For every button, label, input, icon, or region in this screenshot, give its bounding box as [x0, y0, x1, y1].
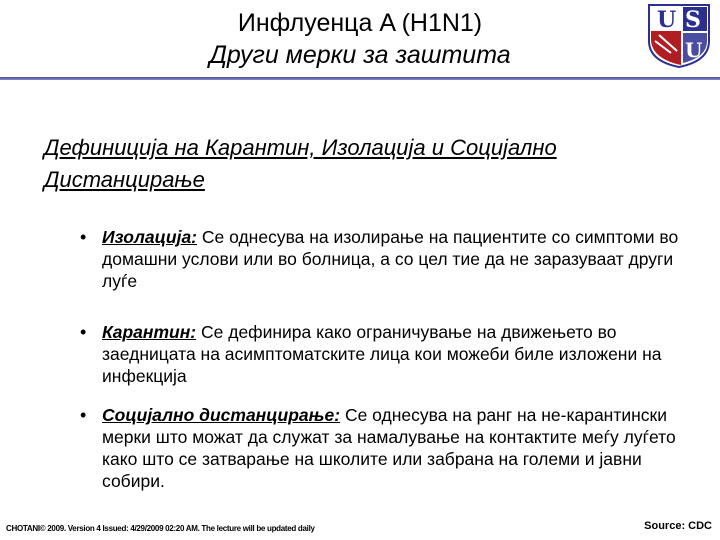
svg-text:U: U — [657, 7, 677, 33]
svg-text:S: S — [685, 7, 701, 33]
bullet-description: Се дефинира како ограничување на движењето во заедницата на асимптоматските лица кои можеби биле изложени на инфекција — [102, 322, 662, 386]
slide-subtitle: Други мерки за заштита — [209, 41, 511, 69]
slide-title: Инфлуенца A (H1N1) — [237, 9, 483, 37]
footer-copyright: CHOTANI© 2009. Version 4 Issued: 4/29/2009 02:20 AM. The lecture will be updated daily — [6, 524, 315, 533]
bullet-text — [102, 321, 684, 387]
bullet-dot-icon: • — [80, 405, 87, 425]
bullet-term: Социјално дистанцирање: — [102, 405, 341, 425]
section-heading: Дефиниција на Карантин, Изолација и Социјално Дистанцирање — [44, 135, 557, 192]
bullet-text — [102, 404, 684, 492]
bullet-term: Изолација: — [102, 227, 198, 247]
svg-text:U: U — [685, 38, 703, 62]
bullet-term: Карантин: — [102, 322, 197, 342]
bullet-dot-icon: • — [80, 227, 87, 247]
footer-source: Source: CDC — [644, 520, 712, 532]
bullet-description: Се однесува на изолирање на пациентите со симптоми во домашни услови или во болница, а со цел тие да не заразуваат други луѓе — [102, 227, 679, 291]
bullet-description: Се однесува на ранг на не-карантински мерки што можат да служат за намалување на контактите меѓу луѓето како што се затварање на школите или забрана на големи и јавни собири. — [102, 405, 676, 491]
bullet-text — [102, 226, 684, 292]
bullet-dot-icon: • — [80, 322, 87, 342]
